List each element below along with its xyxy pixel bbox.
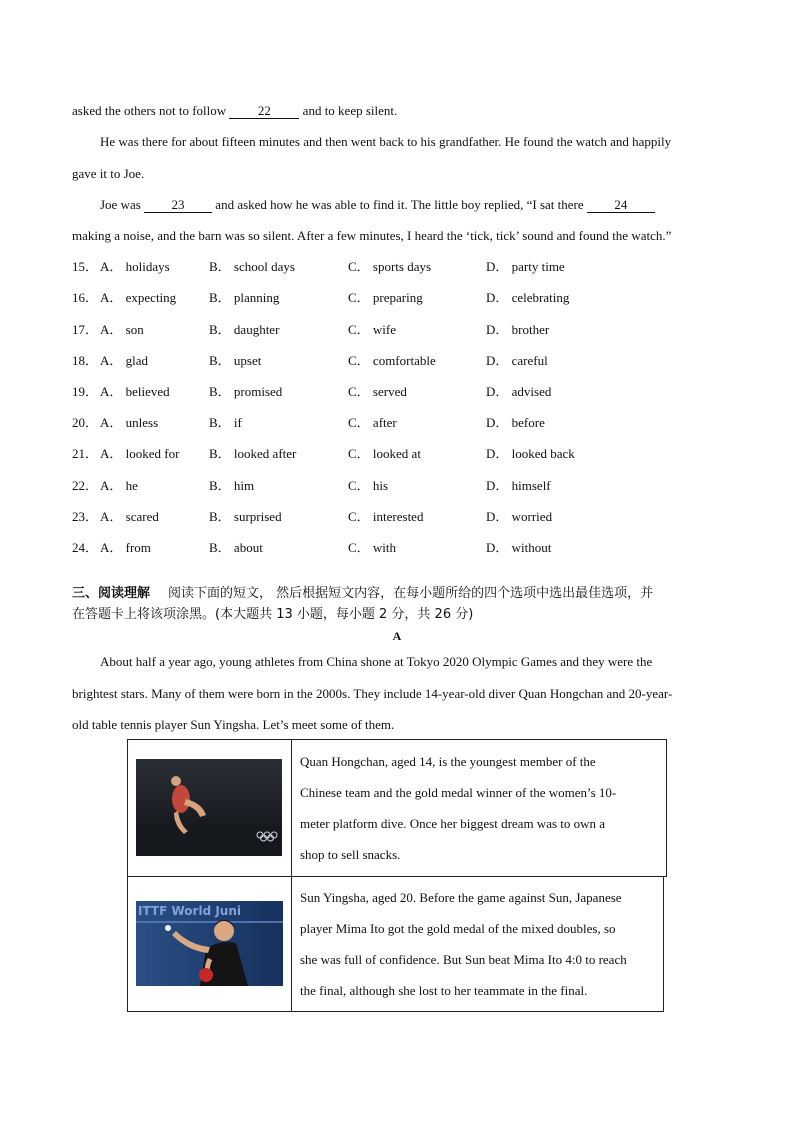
option-d: D． party time: [486, 259, 565, 274]
passage-line-3: old table tennis player Sun Yingsha. Let’s meet some of them.: [72, 717, 395, 732]
option-d: D． brother: [486, 322, 550, 337]
cloze-line-1: asked the others not to follow 22 and to keep silent.: [72, 103, 398, 118]
option-d: D． himself: [486, 478, 551, 493]
option-a: A． expecting: [100, 290, 177, 305]
option-c: C． sports days: [348, 259, 432, 274]
cloze-line-2: He was there for about fifteen minutes and then went back to his grandfather. He found the watch and happily: [100, 134, 672, 149]
passage-line-1: About half a year ago, young athletes from China shone at Tokyo 2020 Olympic Games and they were the: [100, 654, 653, 669]
passage-label: A: [392, 629, 402, 643]
option-d: D． before: [486, 415, 545, 430]
option-a: A． unless: [100, 415, 159, 430]
cloze-line-5: making a noise, and the barn was so silent. After a few minutes, I heard the ‘tick, tick’ sound and found the watch.”: [72, 228, 672, 243]
section-heading: [72, 585, 653, 603]
cloze-line-4: Joe was 23 and asked how he was able to find it. The little boy replied, “I sat there 24: [100, 197, 655, 213]
cloze-line-3: gave it to Joe.: [72, 166, 145, 181]
option-d: D． advised: [486, 384, 552, 399]
passage-line-2: brightest stars. Many of them were born in the 2000s. They include 14-year-old diver Quan Hongchan and 20-year-: [72, 686, 673, 701]
option-b: B． surprised: [209, 509, 282, 524]
option-b: B． looked after: [209, 446, 297, 461]
option-c: C． wife: [348, 322, 397, 337]
option-b: B． school days: [209, 259, 295, 274]
option-a: A． looked for: [100, 446, 180, 461]
option-c: C． preparing: [348, 290, 423, 305]
option-d: D． worried: [486, 509, 553, 524]
option-b: B． upset: [209, 353, 262, 368]
quan-description: Quan Hongchan, aged 14, is the youngest member of the Chinese team and the gold medal winner of the women’s 10- meter platform dive. Once her biggest dream was to own a shop to sell snacks.: [300, 754, 617, 862]
option-b: B． if: [209, 415, 242, 430]
section-instruction: 阅读下面的短文， 然后根据短文内容，在每小题所给的四个选项中选出最佳选项，并: [168, 586, 654, 601]
option-b: B． him: [209, 478, 255, 493]
blank-23: 23: [144, 198, 212, 213]
option-a: A． son: [100, 322, 144, 337]
blank-22: 22: [229, 104, 299, 119]
option-a: A． from: [100, 540, 151, 555]
photo-banner-text: ITTF World Juni: [138, 904, 242, 918]
diver-photo-image: [136, 759, 282, 856]
option-c: C． after: [348, 415, 397, 430]
option-c: C． served: [348, 384, 407, 399]
diver-photo: [136, 759, 282, 856]
section-instruction-2: 在答题卡上将该项涂黑。(本大题共 13 小题，每小题 2 分，共 26 分): [72, 607, 474, 622]
table-tennis-photo: [136, 901, 283, 986]
option-d: D． without: [486, 540, 552, 555]
option-b: B． about: [209, 540, 263, 555]
option-a: A． holidays: [100, 259, 170, 274]
option-c: C． comfortable: [348, 353, 436, 368]
option-a: A． believed: [100, 384, 170, 399]
option-c: C． his: [348, 478, 389, 493]
option-c: C． interested: [348, 509, 424, 524]
option-a: A． scared: [100, 509, 159, 524]
option-d: D． looked back: [486, 446, 575, 461]
option-b: B． planning: [209, 290, 280, 305]
section-title: 三、阅读理解: [72, 586, 151, 601]
option-b: B． daughter: [209, 322, 280, 337]
option-a: A． glad: [100, 353, 149, 368]
option-c: C． looked at: [348, 446, 421, 461]
option-c: C． with: [348, 540, 397, 555]
table-tennis-photo-image: [136, 901, 283, 986]
blank-24: 24: [587, 198, 655, 213]
option-b: B． promised: [209, 384, 283, 399]
option-a: A． he: [100, 478, 138, 493]
sun-description: Sun Yingsha, aged 20. Before the game against Sun, Japanese player Mima Ito got the gold medal of the mixed doubles, so she was full of confidence. But Sun beat Mima Ito 4:0 to reach the final, although she lost to her teammate in the final.: [300, 890, 627, 998]
option-d: D． celebrating: [486, 290, 570, 305]
option-d: D． careful: [486, 353, 548, 368]
